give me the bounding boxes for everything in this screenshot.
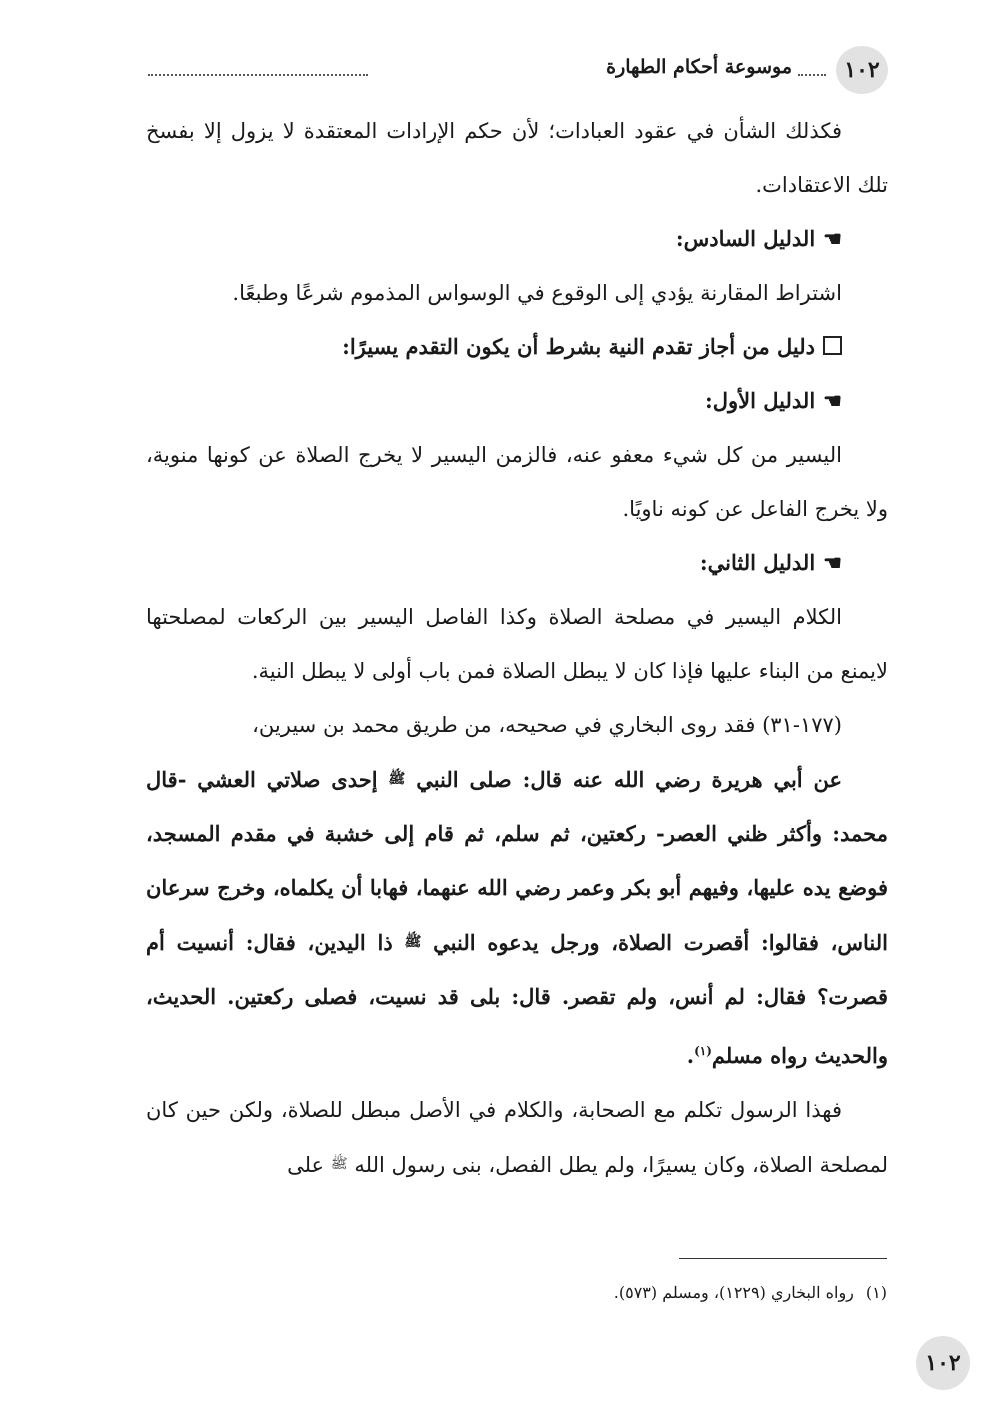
hadith-end: . [686,1043,695,1068]
footnote-text: رواه البخاري (١٢٢٩)، ومسلم (٥٧٣). [613,1283,854,1302]
conclusion-text: فهذا الرسول تكلم مع الصحابة، والكلام في الأصل مبطل للصلاة، ولكن حين كان لمصلحة الصلاة، وكان يسيرًا، ولم يطل الفصل، بنى رسول الله [146,1098,888,1177]
salawat-glyph: ﷺ [330,1156,348,1172]
footnote-reference: (١) [694,1044,712,1058]
salawat-glyph: ﷺ [388,771,406,787]
footnote [287,1280,887,1306]
heading-sixth-proof [146,212,842,266]
heading-second-proof [146,536,842,590]
header-page-number: ١٠٢ [836,46,888,94]
section-title-text: دليل من أجاز تقدم النية بشرط أن يكون التقدم يسيرًا: [342,334,815,359]
page-body [146,104,888,1192]
header-dots-left [148,74,368,76]
paragraph-sixth-proof: اشتراط المقارنة يؤدي إلى الوقوع في الوسواس المذموم شرعًا وطبعًا. [232,281,842,305]
hadith-part: عن أبي هريرة رضي الله عنه قال: صلى النبي [416,767,843,792]
heading-text: الدليل الثاني: [699,550,816,575]
hadith-text [146,752,888,1083]
hadith-part: إحدى صلاتي العشي -قال محمد: وأكثر ظني العصر- ركعتين، ثم سلم، ثم قام إلى خشبة في مقدم المسجد، فوضع يده عليها، وفيهم أبو بكر وعمر رضي الله عنهما، فهابا أن يكلماه، وخرج سرعان الناس، فقالوا: أقصرت الصلاة، ورجل يدعوه النبي [146,767,888,955]
book-title: موسوعة أحكام الطهارة [606,56,792,78]
square-bullet-icon [823,336,842,355]
paragraph-narration: (١٧٧-٣١) فقد روى البخاري في صحيحه، من طريق محمد بن سيرين، [252,713,842,737]
paragraph-intro: فكذلك الشأن في عقود العبادات؛ لأن حكم الإرادات المعتقدة لا يزول إلا بفسخ تلك الاعتقادات. [146,119,888,197]
paragraph-conclusion [146,1083,888,1192]
footer-page-number: ١٠٢ [916,1336,970,1390]
hadith-part: ذا اليدين، فقال: أنسيت أم قصرت؟ فقال: لم أنس، ولم تقصر. قال: بلى قد نسيت، فصلى ركعتين. الحديث، والحديث رواه مسلم [146,930,888,1068]
conclusion-text-end: على [287,1153,325,1177]
heading-text: الدليل الأول: [705,388,816,413]
footnote-number: (١) [865,1283,887,1302]
heading-text: الدليل السادس: [675,226,816,251]
heading-first-proof [146,374,842,428]
hand-marker-icon: ☚ [823,388,842,413]
page-header [146,44,888,94]
hand-marker-icon: ☚ [823,550,842,575]
header-dots-right [798,74,826,76]
section-title [146,320,842,374]
footnote-separator [679,1258,887,1259]
salawat-glyph: ﷺ [404,934,422,950]
paragraph-second-proof: الكلام اليسير في مصلحة الصلاة وكذا الفاصل اليسير بين الركعات لمصلحتها لايمنع من البناء عليها فإذا كان لا يبطل الصلاة فمن باب أولى لا يبطل النية. [146,605,888,683]
hand-marker-icon: ☚ [823,226,842,251]
paragraph-first-proof: اليسير من كل شيء معفو عنه، فالزمن اليسير لا يخرج الصلاة عن كونها منوية، ولا يخرج الفاعل عن كونه ناويًا. [146,443,888,521]
